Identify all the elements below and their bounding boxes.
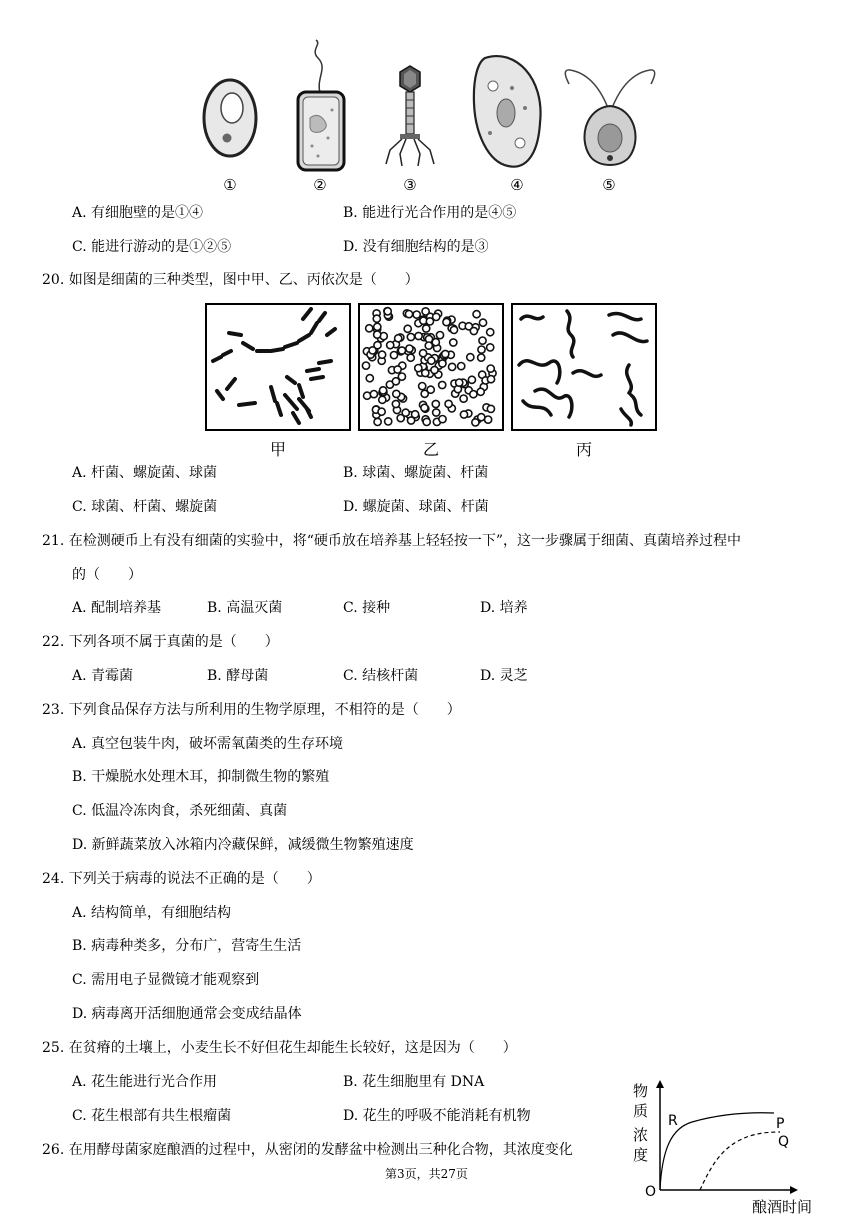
graph-y-label-3: 浓 [633,1126,649,1144]
graph-y-label-2: 质 [633,1102,649,1120]
q20-stem: 20. 如图是细菌的三种类型，图中甲、乙、丙依次是（ ） [42,272,419,288]
q26-stem: 26. 在用酵母菌家庭酿酒的过程中，从密闭的发酵盆中检测出三种化合物，其浓度变化 [42,1142,573,1158]
curve-p [692,1113,774,1122]
q21-stem-line2: 的（ ） [72,567,142,583]
q23-option-d: D. 新鲜蔬菜放入冰箱内冷藏保鲜，减缓微生物繁殖速度 [72,837,414,853]
q21-stem-line1: 21. 在检测硬币上有没有细菌的实验中，将“硬币放在培养基上轻轻按一下”，这一步骤属于细菌、真菌培养过程中 [42,533,742,549]
panel-label-yi: 乙 [422,440,439,459]
q24-stem: 24. 下列关于病毒的说法不正确的是（ ） [42,871,321,887]
q22-option-a: A. 青霉菌 [72,668,134,684]
q19-option-a: A. 有细胞壁的是①④ [72,205,204,221]
organism-figure [190,38,660,178]
q21-option-d: D. 培养 [480,600,528,616]
q19-option-b: B. 能进行光合作用的是④⑤ [343,205,517,221]
organism-2-bacterium [298,40,344,170]
q24-option-d: D. 病毒离开活细胞通常会变成结晶体 [72,1006,302,1022]
q22-option-d: D. 灵芝 [480,668,528,684]
fig-label-4: ④ [510,176,524,194]
q23-option-a: A. 真空包装牛肉，破坏需氧菌类的生存环境 [72,736,344,752]
graph-label-q: Q [778,1134,790,1150]
concentration-graph [640,1078,840,1198]
q22-option-b: B. 酵母菌 [207,668,269,684]
bacteria-panel-rod [205,303,351,431]
q20-option-b: B. 球菌、螺旋菌、杆菌 [343,465,489,481]
q21-option-a: A. 配制培养基 [72,600,162,616]
q25-option-a: A. 花生能进行光合作用 [72,1074,218,1090]
q24-option-c: C. 需用电子显微镜才能观察到 [72,972,260,988]
q25-option-d: D. 花生的呼吸不能消耗有机物 [343,1108,531,1124]
q20-option-c: C. 球菌、杆菌、螺旋菌 [72,499,218,515]
bacteria-panel-coccus [358,303,504,431]
q20-option-a: A. 杆菌、螺旋菌、球菌 [72,465,218,481]
q24-option-b: B. 病毒种类多，分布广，营寄生生活 [72,938,302,954]
q21-option-c: C. 接种 [343,600,391,616]
page-footer: 第3页，共27页 [385,1167,468,1181]
organism-4-paramecium [474,56,541,167]
graph-x-label: 酿酒时间 [752,1198,813,1216]
graph-axes [656,1080,798,1194]
graph-y-label-1: 物 [633,1082,649,1100]
panel-label-jia: 甲 [269,440,286,459]
q20-option-d: D. 螺旋菌、球菌、杆菌 [343,499,489,515]
fig-label-3: ③ [403,176,417,194]
graph-label-r: R [668,1113,678,1129]
q19-option-d: D. 没有细胞结构的是③ [343,239,489,255]
fig-label-2: ② [313,176,327,194]
organism-3-virus [386,66,434,166]
fig-label-5: ⑤ [602,176,616,194]
q21-option-b: B. 高温灭菌 [207,600,283,616]
organism-1-yeast-cell [204,80,256,156]
bacteria-panel-spiral [511,303,657,431]
q19-option-c: C. 能进行游动的是①②⑤ [72,239,232,255]
graph-label-p: P [776,1116,785,1132]
q23-option-b: B. 干燥脱水处理木耳，抑制微生物的繁殖 [72,769,330,785]
q23-option-c: C. 低温冷冻肉食，杀死细菌、真菌 [72,803,288,819]
curve-r [660,1122,692,1190]
q25-stem: 25. 在贫瘠的土壤上，小麦生长不好但花生却能生长较好，这是因为（ ） [42,1040,517,1056]
q25-option-b: B. 花生细胞里有 DNA [343,1074,485,1090]
q22-option-c: C. 结核杆菌 [343,668,419,684]
q24-option-a: A. 结构简单，有细胞结构 [72,905,232,921]
graph-y-label-4: 度 [633,1146,649,1164]
curve-q [700,1132,780,1190]
panel-label-bing: 丙 [575,440,592,459]
q25-option-c: C. 花生根部有共生根瘤菌 [72,1108,232,1124]
q23-stem: 23. 下列食品保存方法与所利用的生物学原理，不相符的是（ ） [42,702,461,718]
graph-origin-label: O [645,1184,657,1200]
fig-label-1: ① [223,176,237,194]
organism-5-chlamydomonas [565,70,654,165]
q22-stem: 22. 下列各项不属于真菌的是（ ） [42,634,279,650]
